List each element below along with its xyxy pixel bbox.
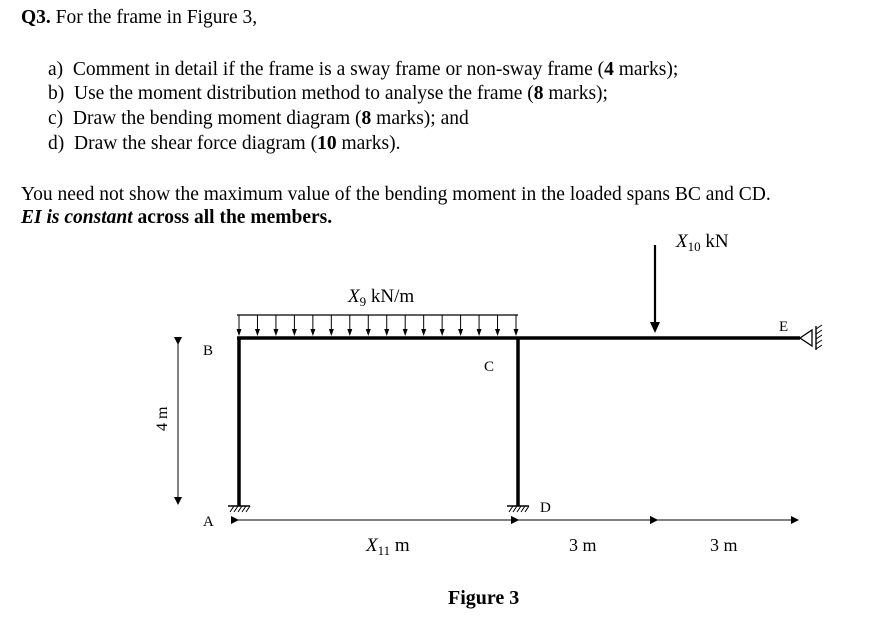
part-text-end: marks).: [336, 133, 401, 154]
point-load: [650, 245, 660, 333]
dim1-sub: 11: [377, 543, 391, 558]
node-label-d: D: [540, 500, 551, 516]
udl-arrow-head: [255, 329, 260, 336]
udl-label: [347, 286, 414, 309]
udl-arrow-head: [310, 329, 315, 336]
point-load-sub: 10: [687, 239, 701, 254]
udl-sub: 9: [359, 294, 367, 309]
point-load-arrowhead: [650, 322, 660, 333]
node-label-c: C: [484, 359, 495, 375]
udl-arrow-head: [273, 329, 278, 336]
dim1-var: X: [366, 535, 378, 556]
udl-arrows: [237, 315, 519, 336]
fixed-support-a: [228, 506, 250, 512]
part-label: c): [48, 108, 64, 129]
udl-arrow-head: [514, 329, 519, 336]
note-text: You need not show the maximum value of the bending moment in the loaded spans BC and CD.: [21, 184, 771, 205]
node-label-b: B: [203, 343, 214, 359]
node-label-e: E: [779, 319, 789, 335]
udl-arrow-head: [495, 329, 500, 336]
part-marks: 8: [361, 108, 372, 129]
node-label-a: A: [203, 514, 214, 530]
part-text: Draw the shear force diagram (: [74, 133, 318, 154]
udl-arrow-head: [421, 329, 426, 336]
udl-load: [237, 315, 519, 336]
part-text-end: marks);: [543, 83, 608, 104]
udl-arrow-head: [329, 329, 334, 336]
udl-arrow-head: [458, 329, 463, 336]
udl-arrow-head: [440, 329, 445, 336]
udl-arrow-head: [366, 329, 371, 336]
part-label: b): [48, 83, 65, 104]
point-load-var: X: [676, 231, 688, 252]
udl-arrow-head: [347, 329, 352, 336]
udl-var: X: [348, 286, 360, 307]
part-text: Comment in detail if the frame is a sway frame or non-sway frame (: [72, 59, 605, 80]
udl-arrow-head: [477, 329, 482, 336]
part-label: a): [48, 59, 64, 80]
part-text-end: marks); and: [371, 108, 469, 129]
udl-arrow-head: [384, 329, 389, 336]
question-number: Q3.: [21, 7, 51, 28]
dimension-label-2: 3 m: [569, 535, 597, 555]
figure-caption: Figure 3: [448, 587, 520, 609]
part-label: d): [48, 133, 65, 154]
part-marks: 10: [317, 133, 337, 154]
ei-italic: EI is constant: [21, 207, 133, 228]
part-marks: 4: [604, 59, 614, 80]
part-marks: 8: [533, 83, 544, 104]
part-text-end: marks);: [613, 59, 679, 80]
point-load-unit: kN: [700, 231, 729, 252]
udl-unit: kN/m: [366, 286, 415, 307]
udl-arrow-head: [403, 329, 408, 336]
ei-rest: across all the members.: [132, 207, 333, 228]
udl-arrow-head: [237, 329, 242, 336]
dimension-label-3: 3 m: [710, 535, 738, 555]
fixed-support-d: [507, 506, 529, 512]
question-intro: For the frame in Figure 3,: [55, 7, 258, 28]
udl-arrow-head: [292, 329, 297, 336]
part-text: Use the moment distribution method to analyse the frame (: [74, 83, 534, 104]
part-text: Draw the bending moment diagram (: [72, 108, 362, 129]
roller-support-e: [800, 325, 822, 350]
dim1-unit: m: [390, 535, 410, 556]
dimension-label-1: [365, 535, 410, 558]
point-load-label: [675, 231, 729, 254]
height-dimension-label: 4 m: [154, 406, 171, 431]
